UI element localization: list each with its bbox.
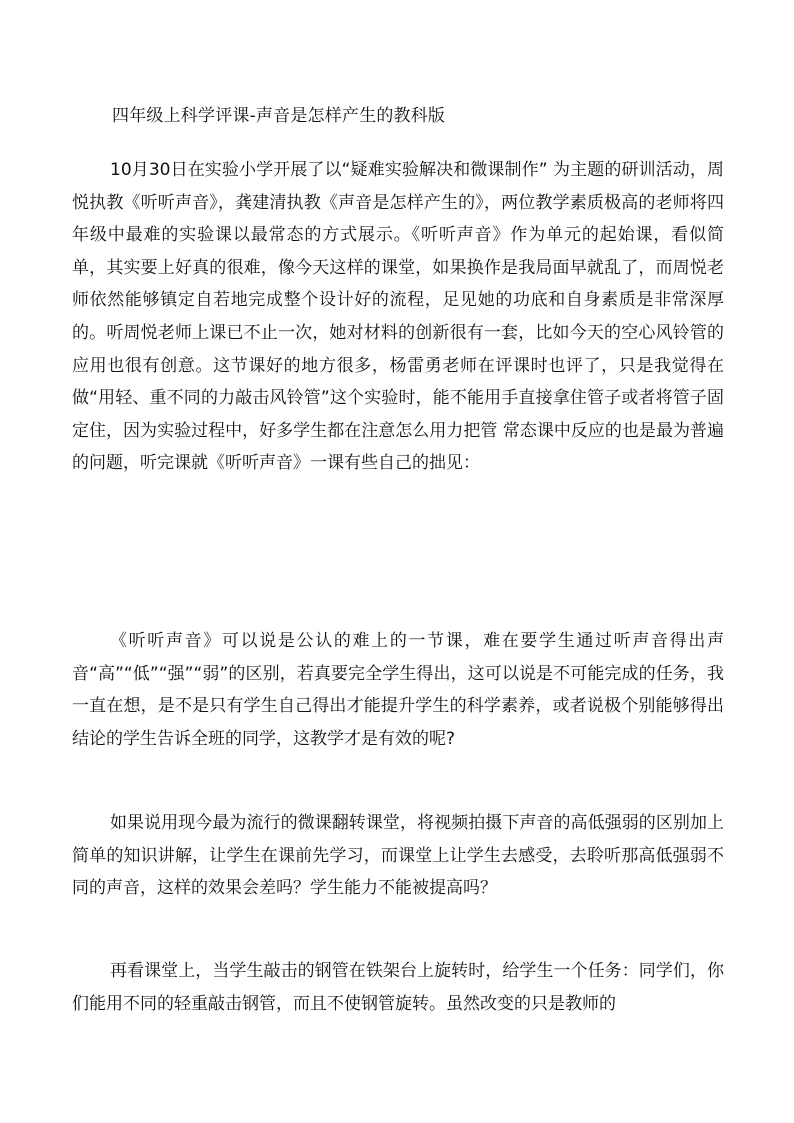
paragraph-difficulty: 《听听声音》可以说是公认的难上的一节课，难在要学生通过听声音得出声音“高”“低”“强”“弱”的区别，若真要完全学生得出，这可以说是不可能完成的任务，我一直在想，是不是只有学生自己得出才能提升学生的科学素养，或者说极个别能够得出结论的学生告诉全班的同学，这教学才是有效的呢? — [72, 631, 724, 749]
paragraph-micro-lesson: 如果说用现今最为流行的微课翻转课堂，将视频拍摄下声音的高低强弱的区别加上简单的知识讲解，让学生在课前先学习，而课堂上让学生去感受，去聆听那高低强弱不同的声音，这样的效果会差吗？学生能力不能被提高吗？ — [72, 813, 724, 899]
document-title: 四年级上科学评课-声音是怎样产生的教科版 — [112, 106, 446, 126]
paragraph-intro: 10月30日在实验小学开展了以“疑难实验解决和微课制作” 为主题的研训活动，周悦执教《听听声音》，龚建清执教《声音是怎样产生的》，两位教学素质极高的老师将四年级中最难的实验课以最常态的方式展示。《听听声音》作为单元的起始课，看似简单，其实要上好真的很难，像今天这样的课堂，如果换作是我局面早就乱了，而周悦老师依然能够镇定自若地完成整个设计好的流程，足见她的功底和自身素质是非常深厚的。听周悦老师上课已不止一次，她对材料的创新很有一套，比如今天的空心风铃管的应用也很有创意。这节课好的地方很多，杨雷勇老师在评课时也评了，只是我觉得在做“用轻、重不同的力敲击风铃管”这个实验时，能不能用手直接拿住管子或者将管子固定住，因为实验过程中，好多学生都在注意怎么用力把管 常态课中反应的也是最为普遍的问题，听完课就《听听声音》一课有些自己的拙见： — [72, 160, 724, 474]
paragraph-classroom: 再看课堂上，当学生敲击的钢管在铁架台上旋转时，给学生一个任务：同学们，你们能用不同的轻重敲击钢管，而且不使钢管旋转。虽然改变的只是教师的 — [72, 961, 724, 1014]
